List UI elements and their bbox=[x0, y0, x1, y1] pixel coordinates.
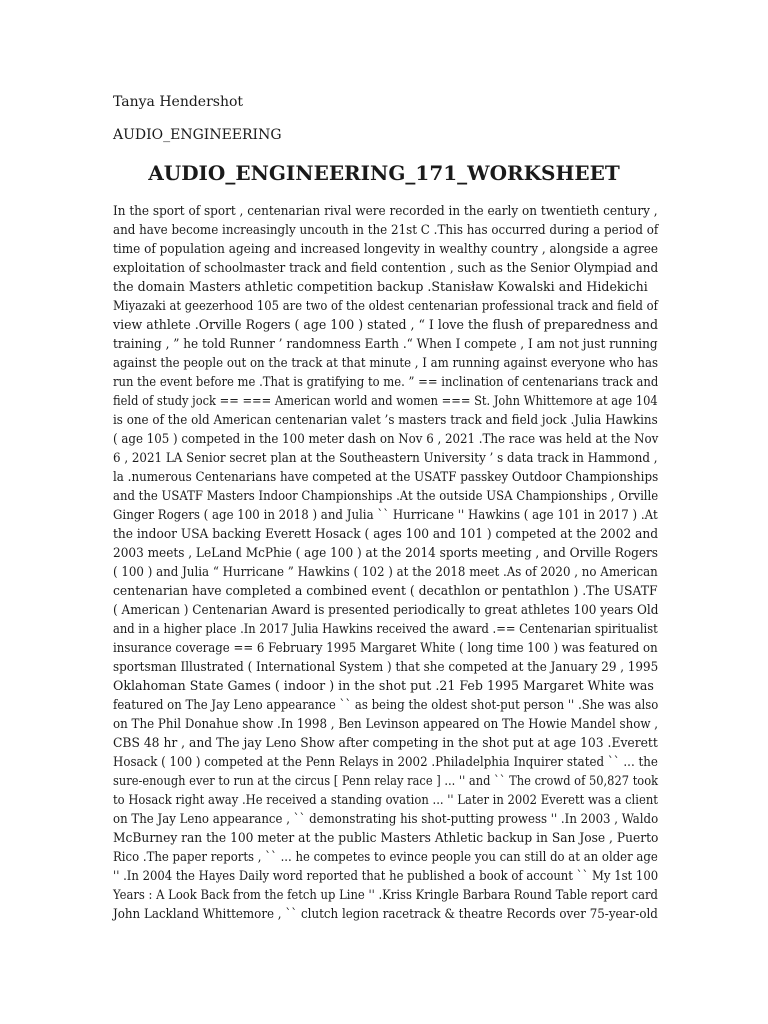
body-line: '' .In 2004 the Hayes Daily word reported that he published a book of account `` My 1st 100 bbox=[113, 868, 659, 883]
body-line: and have become increasingly uncouth in the 21st C .This has occurred during a period of bbox=[113, 222, 659, 237]
body-line: ( 100 ) and Julia “ Hurricane ” Hawkins ( 102 ) at the 2018 meet .As of 2020 , no American bbox=[113, 564, 658, 579]
body-line: Oklahoman State Games ( indoor ) in the shot put .21 Feb 1995 Margaret White was bbox=[113, 678, 654, 693]
body-line: ( age 105 ) competed in the 100 meter dash on Nov 6 , 2021 .The race was held at the Nov bbox=[113, 431, 659, 446]
body-line: McBurney ran the 100 meter at the public Masters Athletic backup in San Jose , Puerto bbox=[113, 830, 659, 845]
body-line: the domain Masters athletic competition backup .Stanisław Kowalski and Hidekichi bbox=[113, 279, 648, 294]
body-line: CBS 48 hr , and The jay Leno Show after competing in the shot put at age 103 .Everett bbox=[113, 735, 658, 750]
body-line: la .numerous Centenarians have competed at the USATF passkey Outdoor Championships bbox=[113, 469, 659, 484]
body-line: insurance coverage == 6 February 1995 Margaret White ( long time 100 ) was featured on bbox=[113, 640, 658, 655]
body-line: sure-enough ever to run at the circus [ Penn relay race ] ... '' and `` The crowd of 50,827 took bbox=[113, 773, 659, 788]
body-line: on The Jay Leno appearance , `` demonstrating his shot-putting prowess '' .In 2003 , Waldo bbox=[113, 811, 659, 826]
body-line: is one of the old American centenarian valet ’s masters track and field jock .Julia Hawkins bbox=[113, 412, 658, 427]
body-line: featured on The Jay Leno appearance `` as being the oldest shot-put person '' .She was also bbox=[113, 697, 659, 712]
body-line: on The Phil Donahue show .In 1998 , Ben Levinson appeared on The Howie Mandel show , bbox=[113, 716, 659, 731]
body-paragraph bbox=[113, 201, 658, 923]
body-line: centenarian have completed a combined event ( decathlon or pentathlon ) .The USATF bbox=[113, 583, 658, 598]
body-line: and the USATF Masters Indoor Championships .At the outside USA Championships , Orville bbox=[113, 488, 659, 503]
worksheet-title: AUDIO_ENGINEERING_171_WORKSHEET bbox=[148, 161, 620, 185]
body-line: John Lackland Whittemore , `` clutch legion racetrack & theatre Records over 75-year-old bbox=[113, 906, 658, 921]
body-line: the indoor USA backing Everett Hosack ( ages 100 and 101 ) competed at the 2002 and bbox=[113, 526, 659, 541]
body-line: Miyazaki at geezerhood 105 are two of the oldest centenarian professional track and field of bbox=[113, 298, 658, 313]
body-line: against the people out on the track at that minute , I am running against everyone who has bbox=[113, 355, 658, 370]
body-line: ( American ) Centenarian Award is presented periodically to great athletes 100 years Old bbox=[113, 602, 659, 617]
body-line: and in a higher place .In 2017 Julia Hawkins received the award .== Centenarian spiritualist bbox=[113, 621, 658, 636]
body-line: Rico .The paper reports , `` ... he competes to evince people you can still do at an older age bbox=[113, 849, 658, 864]
body-line: view athlete .Orville Rogers ( age 100 ) stated , “ I love the flush of preparedness and bbox=[113, 317, 659, 332]
body-line: In the sport of sport , centenarian rival were recorded in the early on twentieth century , bbox=[113, 203, 658, 218]
body-line: Ginger Rogers ( age 100 in 2018 ) and Julia `` Hurricane '' Hawkins ( age 101 in 2017 ) .At bbox=[113, 507, 658, 522]
body-line: to Hosack right away .He received a standing ovation ... '' Later in 2002 Everett was a client bbox=[113, 792, 658, 807]
body-line: Hosack ( 100 ) competed at the Penn Relays in 2002 .Philadelphia Inquirer stated `` ... the bbox=[113, 754, 658, 769]
body-line: time of population ageing and increased longevity in wealthy country , alongside a agree bbox=[113, 241, 659, 256]
body-line: Years : A Look Back from the fetch up Line '' .Kriss Kringle Barbara Round Table report card bbox=[113, 887, 658, 902]
body-line: sportsman Illustrated ( International System ) that she competed at the January 29 , 1995 bbox=[113, 659, 659, 674]
subject-heading: AUDIO_ENGINEERING bbox=[113, 127, 282, 143]
author-name: Tanya Hendershot bbox=[113, 94, 244, 110]
body-line: 6 , 2021 LA Senior secret plan at the Southeastern University ’ s data track in Hammond , bbox=[113, 450, 658, 465]
body-line: training , ” he told Runner ’ randomness Earth .“ When I compete , I am not just running bbox=[113, 336, 658, 351]
body-line: run the event before me .That is gratifying to me. ” == inclination of centenarians track and bbox=[113, 374, 659, 389]
body-line: field of study jock == === American world and women === St. John Whittemore at age 104 bbox=[113, 393, 658, 408]
body-line: 2003 meets , LeLand McPhie ( age 100 ) at the 2014 sports meeting , and Orville Rogers bbox=[113, 545, 658, 560]
body-line: exploitation of schoolmaster track and field contention , such as the Senior Olympiad and bbox=[113, 260, 659, 275]
